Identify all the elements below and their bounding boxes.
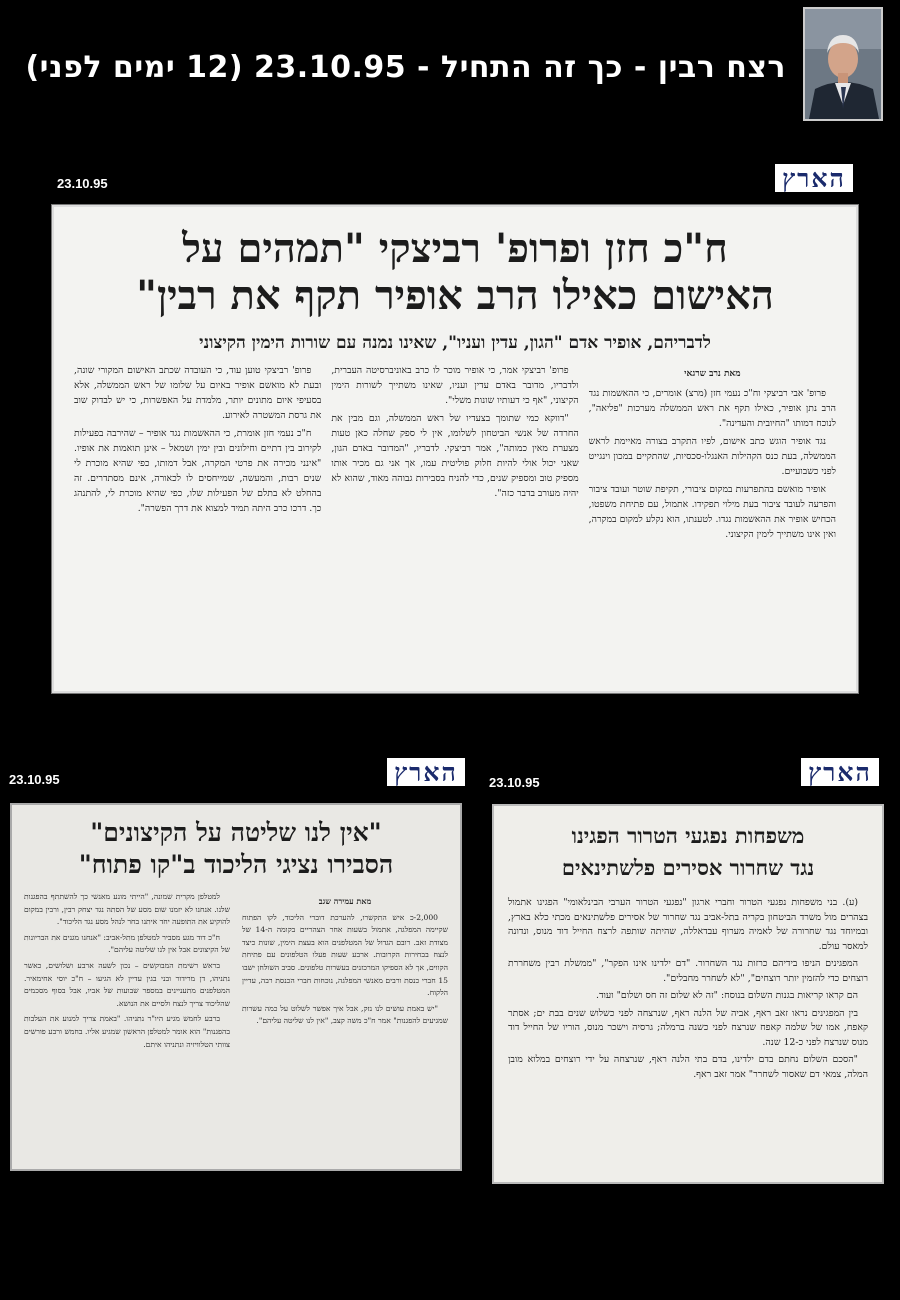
paragraph: "יש באמת עושים לנו נזק, אבל איך אפשר לשלוט על כמה עשרות שמגיעים להפגנות" אמר ח"כ משה קצב, "אין לנו שליטה עליהם".	[242, 1003, 448, 1026]
article-clip-bottom-right	[492, 804, 884, 1184]
headline-line-1: ח"כ חזן ופרופ' רביצקי "תמהים על	[182, 225, 728, 272]
article-headline-bottom-right	[508, 820, 868, 884]
article-headline-top	[74, 225, 836, 319]
column-1	[242, 891, 448, 1054]
clip-date-top: 23.10.95	[57, 176, 108, 191]
headline-line-2: נגד שחרור אסירים פלשתינאים	[561, 855, 815, 880]
column-2	[24, 891, 230, 1054]
clip-date-bottom-left: 23.10.95	[9, 772, 60, 787]
haaretz-logo-bottom-right	[801, 758, 879, 786]
clip-date-bottom-right: 23.10.95	[489, 775, 540, 790]
paragraph: ח"כ נעמי חזן אומרת, כי ההאשמות נגד אופיר – שהירבה בפעילות לקירוב בין דתיים וחילונים ובין ימין ושמאל – אינן תואמות את אופיו. "אינני מכירה את פרטי המקרה, אבל דמותו, כפי שהיא מוכרת לי שנים רבות, והמעשה, שמייחסים לו לכאורה, אינם מסתדרים. זה בהחלט לא בתלם של הפעילות שלו, כפי שהיא מוכרת לי, להתנהג כך. דרכו כרב היתה תמיד למצוא את דרך הפשרה".	[74, 428, 322, 514]
headline-line-2: האישום כאילו הרב אופיר תקף את רבין"	[136, 272, 774, 319]
paragraph: ברבע לחמש מגיע היו"ר נתניהו. "באמת צריך למנוע את העלבות בהפגנות" הוא אומר למטלפן הראשון שמגיע אליו. בחמש ורבע פורשים צוותי הטלוויזיה ונתניהו איתם.	[24, 1014, 230, 1049]
article-byline-top: מאת נרב שרגאי	[684, 369, 741, 379]
haaretz-logo-bottom-left	[387, 758, 465, 786]
paragraph: נגד אופיר הוגש כתב אישום, לפיו התקרב בצורה מאיימת לראש הממשלה, בעת כנס הקהילות האנגלו-סכסיות, שהתקיים במכון וינגייט לפני כשבועיים.	[588, 436, 836, 477]
article-clip-top	[52, 205, 858, 693]
article-columns-bottom-left	[24, 891, 448, 1054]
column-2	[331, 363, 578, 545]
paragraph: 2,000-כ איש התקשרו, להערכת דוברי הליכוד, לקו הפתוח שקיימה המפלגה, אתמול בשעות אחר הצהריים בקומה ה-14 של מצודת זאב. רובם הגדול של המטלפנים הוא בעצת הימין, שונות כיצד לנצח בבחירות הקרובות. ארבע שעות פעלו הטלפונים עם פתיחת הקווים, אך לא הספיקו המרכזנים בעשרות טלפונים. סביב השולחן ישבו 15 חברי כנסת ורבים מאנשי המפלגה, נוכחות חברי הכנסת רבה, עדיין הלקוח.	[242, 912, 448, 998]
haaretz-logo-top	[775, 164, 853, 192]
haaretz-logo-text: הארץ	[394, 757, 458, 787]
article-subhead-top: לדבריהם, אופיר אדם "הגון, עדין ועניו", שאינו נמנה עם שורות הימין הקיצוני	[199, 333, 711, 353]
portrait-figure-icon	[805, 9, 881, 119]
paragraph: פרופ' אבי רביצקי וח"כ נעמי חזן (מרצ) אומרים, כי ההאשמות נגד הרב נתן אופיר, כאילו תקף את ראש הממשלה מערכות "פליאה", לנוכח דמותו "החיובית והעדינה".	[588, 388, 836, 429]
paragraph: המפגינים הניפו בידיהם כרזות נגד השחרור. "דם ילדינו אינו הפקר", "ממשלת רבין משחררת רוצחים כדי להזמין יותר רוצחים", "לא לשחרר מחבלים".	[508, 958, 868, 984]
paragraph: למטלפן מקרית שמונה, "הייתי מונע מאנשי כך להשתתף בהפגנות שלנו. אנחנו לא יזמנו שום מסע של הסתה נגד יצחק רבין, ורבין במקום להוקיע את התופעה יחד איתנו בחר לנהל מסע נגד הליכוד".	[24, 892, 230, 927]
headline-line-1: "אין לנו שליטה על הקיצונים"	[90, 818, 382, 847]
paragraph: אופיר מואשם בהתפרעות במקום ציבורי, תקיפת שוטר ועובד ציבור והפרעה לעובד ציבור בעת מילוי תפקידו. אתמול, עם פתיחת משפטו, הכחיש אופיר את ההאשמות נגדו. לטענתו, הוא נקלע למקום במקרה, ואין אינו משתייך לימין הקיצוני.	[588, 484, 836, 540]
paragraph: בראש רשימת המבוקשים – נכון לשעה ארבע ושלושים, כאשר נתניהו, דן מרידור ובני בגין עדיין לא הגיעו – ח"כ יוסי אחימאיר. המטלפנים מתעניינים במספר שבועות של אביו, אבל בסוף מסכמים שהליכוד צריך לנצח ולסיים את הנושא.	[24, 960, 230, 1008]
portrait-photo	[803, 7, 883, 121]
haaretz-logo-text: הארץ	[782, 163, 846, 193]
article-headline-bottom-left	[24, 817, 448, 881]
article-body-bottom-right	[508, 896, 868, 1082]
headline-line-1: משפחות נפגעי הטרור הפגינו	[571, 823, 805, 848]
paragraph: ח"כ דוד מגע מסביר למטלפן מתל-אביב: "אנחנו מגנים את הבריונות של הקיצונים אבל אין לנו שליטה עליהם".	[24, 932, 230, 955]
column-1	[589, 363, 836, 545]
article-byline-bottom-left: מאת עמירה שגב	[318, 896, 372, 906]
haaretz-logo-text: הארץ	[808, 757, 872, 787]
paragraph: (ע). בני משפחות נפגעי הטרור וחברי ארגון "נפגעי הטרור הערבי הבינלאומי" הפגינו אתמול בצהרים מול משרד הביטחון בקריה בתל-אביב נגד שחרור של אסירים פלשתינאים מכתי כלא בארץ, ובמיוחד נגד שחרורה של לאמיה מערוף עבדאללה, שהיתה שותפה לרצח החייל דוד מנוס, ונדונה למאסר עולם.	[508, 897, 868, 952]
column-3	[74, 363, 321, 545]
article-clip-bottom-left	[10, 803, 462, 1171]
paragraph: פרופ' רביצקי טוען עוד, כי העובדה שכתב האישום המקורי שונה, ובעת לא מואשם אופיר באיום על שלומו של ראש הממשלה, אלא בסעיפי איום מתונים יותר, מלמדת על האפשרות, כי יש לבדוק שוב את גרסת המשטרה לאירוע.	[74, 365, 322, 421]
paragraph: "הסכם השלום נחתם בדם ילדינו, בדם בתי הלנה ראף, שנרצחה על ידי רוצחים במלוא מובן המלה, צמאי דם שאסור לשחרר" אמר זאב ראף.	[508, 1054, 868, 1080]
page-title: רצח רבין - כך זה התחיל - 23.10.95 (12 ימים לפני)	[25, 50, 786, 85]
headline-line-2: הסבירו נציגי הליכוד ב"קו פתוח"	[78, 850, 394, 879]
article-columns-top	[74, 363, 836, 545]
paragraph: הם קראו קריאות בגנות השלום בנוסח: "זה לא שלום זה חס ושלום" ועוד.	[596, 990, 858, 1001]
paragraph: "דווקא כמי שתומך בצעדיו של ראש הממשלה, וגם מבין את החרדה של אנשי הביטחון לשלומו, אין לי ספק שחלה כאן טעות מצערת מאין כמותה", אמר רביצקי. לדבריו, "המדובר באדם הגון, שאני יכול אולי להיות חלוק פוליטית עמו, אך אני גם מכיר אותו מספיק טוב ומספיק שנים, כדי להניח בסבירות גבוהה מאוד, שהוא לא יהיה מעורב בדבר כזה".	[331, 413, 579, 499]
paragraph: בין המפגינים נראו זאב ראף, אביה של הלנה ראף, שנרצחה לפני כשלוש שנים בבת ים; אסתר קאפח, אמו של שלמה קאפח שנרצח לפני כשנה ברמלה; גרסיה וישכר מנוס, הוריו של החייל דוד מנוס שנרצח לפני כ-12 שנה.	[508, 1007, 868, 1048]
paragraph: פרופ' רביצקי אמר, כי אופיר מוכר לו כרב באוניברסיטה העברית, ולדבריו, מדובר באדם עדין ועניו, שאינו משתייך לשורות הימין הקיצוני, "אף כי דעותיו שונות משלי".	[331, 365, 579, 406]
